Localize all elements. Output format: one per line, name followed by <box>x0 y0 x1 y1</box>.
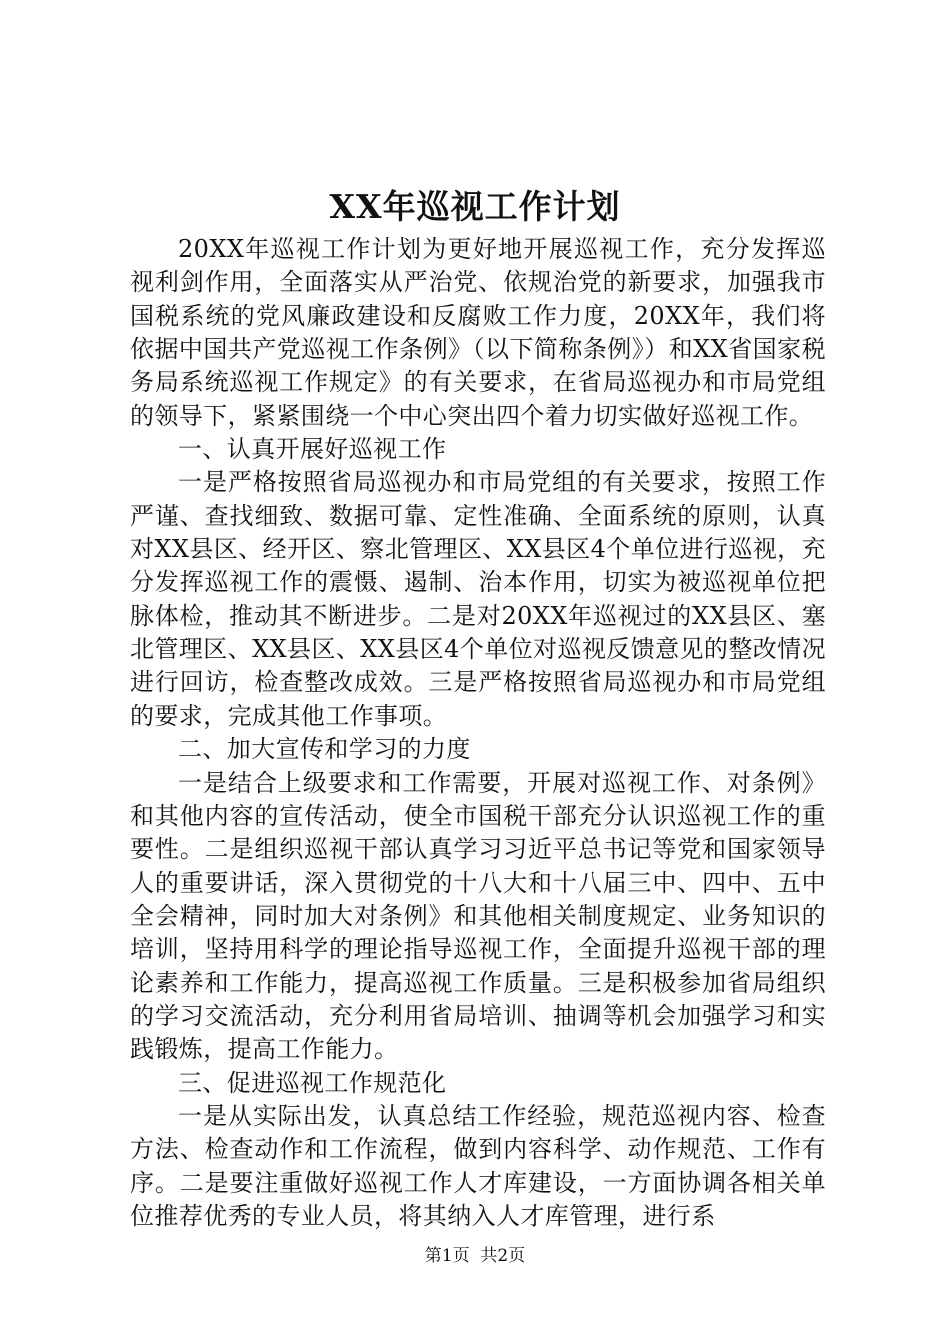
section-paragraph-1: 一是严格按照省局巡视办和市局党组的有关要求，按照工作严谨、查找细致、数据可靠、定性准确、全面系统的原则，认真对XX县区、经开区、察北管理区、XX县区4个单位进行巡视，充分发挥巡视工作的震慑、遏制、治本作用，切实为被巡视单位把脉体检，推动其不断进步。二是对20XX年巡视过的XX县区、塞北管理区、XX县区、XX县区4个单位对巡视反馈意见的整改情况进行回访，检查整改成效。三是严格按照省局巡视办和市局党组的要求，完成其他工作事项。 <box>130 468 826 730</box>
section-paragraph-3: 一是从实际出发，认真总结工作经验，规范巡视内容、检查方法、检查动作和工作流程，做到内容科学、动作规范、工作有序。二是要注重做好巡视工作人才库建设，一方面协调各相关单位推荐优秀的专业人员，将其纳入人才库管理，进行系 <box>130 1101 826 1230</box>
footer-separator <box>470 1246 481 1266</box>
page-number-total: 共2页 <box>480 1246 526 1266</box>
document-body <box>130 233 826 1233</box>
page-number-current: 第1页 <box>424 1246 470 1266</box>
section-heading-2: 二、加大宣传和学习的力度 <box>178 735 471 764</box>
section-heading-1: 一、认真开展好巡视工作 <box>178 435 447 464</box>
document-title: XX年巡视工作计划 <box>329 187 621 226</box>
intro-paragraph: 20XX年巡视工作计划为更好地开展巡视工作，充分发挥巡视利剑作用，全面落实从严治党、依规治党的新要求，加强我市国税系统的党风廉政建设和反腐败工作力度，20XX年，我们将依据中国共产党巡视工作条例》（以下简称条例》）和XX省国家税务局系统巡视工作规定》的有关要求，在省局巡视办和市局党组的领导下，紧紧围绕一个中心突出四个着力切实做好巡视工作。 <box>130 235 826 430</box>
page-footer <box>0 1244 950 1268</box>
section-heading-3: 三、促进巡视工作规范化 <box>178 1068 447 1097</box>
section-paragraph-2: 一是结合上级要求和工作需要，开展对巡视工作、对条例》和其他内容的宣传活动，使全市国税干部充分认识巡视工作的重要性。二是组织巡视干部认真学习习近平总书记等党和国家领导人的重要讲话，深入贯彻党的十八大和十八届三中、四中、五中全会精神，同时加大对条例》和其他相关制度规定、业务知识的培训，坚持用科学的理论指导巡视工作，全面提升巡视干部的理论素养和工作能力，提高巡视工作质量。三是积极参加省局组织的学习交流活动，充分利用省局培训、抽调等机会加强学习和实践锻炼，提高工作能力。 <box>130 768 826 1064</box>
